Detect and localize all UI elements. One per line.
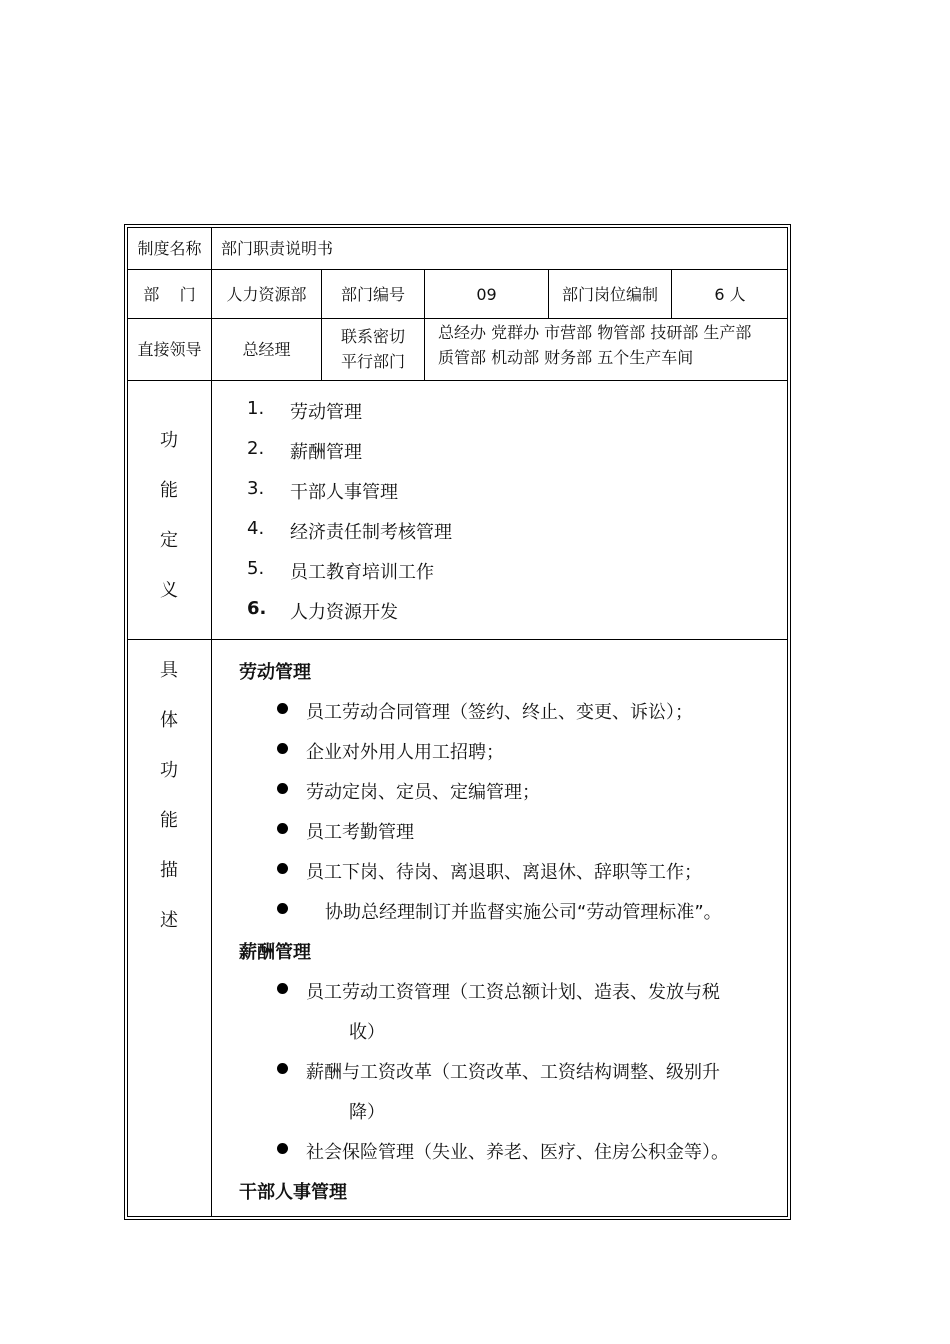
bullet-icon <box>277 983 288 994</box>
functions-label-char: 定 <box>160 530 178 551</box>
function-item: 干部人事管理 <box>290 482 398 503</box>
bullet-item-line1: 薪酬与工资改革（工资改革、工资结构调整、级别升 <box>306 1062 720 1083</box>
functions-label-char: 能 <box>160 480 178 501</box>
label-staffing: 部门岗位编制 <box>561 285 658 304</box>
function-number: 1. <box>247 398 265 419</box>
label-department: 部 门 <box>143 285 196 304</box>
details-label-char: 功 <box>160 760 178 781</box>
details-label-char: 具 <box>160 660 178 681</box>
row-divider <box>127 269 788 270</box>
bullet-item-line1: 员工劳动工资管理（工资总额计划、造表、发放与税 <box>306 982 720 1003</box>
details-label-char: 体 <box>160 710 178 731</box>
function-number: 4. <box>247 518 265 539</box>
function-number: 6. <box>247 598 267 619</box>
bullet-item: 员工考勤管理 <box>306 822 414 843</box>
section-heading: 薪酬管理 <box>239 942 311 963</box>
function-item: 员工教育培训工作 <box>290 562 434 583</box>
section-heading: 干部人事管理 <box>239 1182 347 1203</box>
bullet-item: 劳动定岗、定员、定编管理； <box>306 782 540 803</box>
function-item: 人力资源开发 <box>290 602 398 623</box>
label-department-code: 部门编号 <box>340 285 405 304</box>
label-system-name: 制度名称 <box>137 239 202 258</box>
system-name-value: 部门职责说明书 <box>221 239 334 258</box>
bullet-icon <box>277 823 288 834</box>
section-heading: 劳动管理 <box>239 662 311 683</box>
department-value: 人力资源部 <box>226 285 307 304</box>
bullet-icon <box>277 743 288 754</box>
col-divider <box>211 227 212 1217</box>
function-item: 经济责任制考核管理 <box>290 522 452 543</box>
details-label-char: 描 <box>160 860 178 881</box>
label-related-depts-line1: 联系密切 <box>340 327 405 346</box>
label-direct-leader: 直接领导 <box>137 340 202 359</box>
bullet-item: 员工劳动合同管理（签约、终止、变更、诉讼）； <box>306 702 693 723</box>
functions-label-char: 功 <box>160 430 178 451</box>
bullet-item: 员工下岗、待岗、离退职、离退休、辞职等工作； <box>306 862 702 883</box>
bullet-icon <box>277 1143 288 1154</box>
bullet-icon <box>277 783 288 794</box>
bullet-item: 社会保险管理（失业、养老、医疗、住房公积金等）。 <box>306 1142 729 1163</box>
details-label-char: 能 <box>160 810 178 831</box>
function-number: 2. <box>247 438 265 459</box>
functions-label-char: 义 <box>160 580 178 601</box>
staffing-value: 6 人 <box>714 285 746 304</box>
details-label-char: 述 <box>160 910 178 931</box>
bullet-icon <box>277 863 288 874</box>
direct-leader-value: 总经理 <box>242 340 291 359</box>
label-related-depts-line2: 平行部门 <box>340 352 405 371</box>
bullet-item-line2: 降） <box>349 1102 385 1123</box>
function-number: 5. <box>247 558 265 579</box>
bullet-icon <box>277 1063 288 1074</box>
row-divider <box>127 639 788 640</box>
row-divider <box>127 380 788 381</box>
bullet-item-line2: 收） <box>349 1022 385 1043</box>
bullet-icon <box>277 703 288 714</box>
bullet-item: 协助总经理制订并监督实施公司“劳动管理标准”。 <box>325 902 722 923</box>
bullet-item: 企业对外用人用工招聘； <box>306 742 504 763</box>
function-item: 劳动管理 <box>290 402 362 423</box>
function-number: 3. <box>247 478 265 499</box>
row-divider <box>127 318 788 319</box>
department-code-value: 09 <box>476 285 497 304</box>
function-item: 薪酬管理 <box>290 442 362 463</box>
related-depts-line2: 质管部 机动部 财务部 五个生产车间 <box>438 348 694 367</box>
related-depts-line1: 总经办 党群办 市营部 物管部 技研部 生产部 <box>438 323 752 342</box>
bullet-icon <box>277 903 288 914</box>
